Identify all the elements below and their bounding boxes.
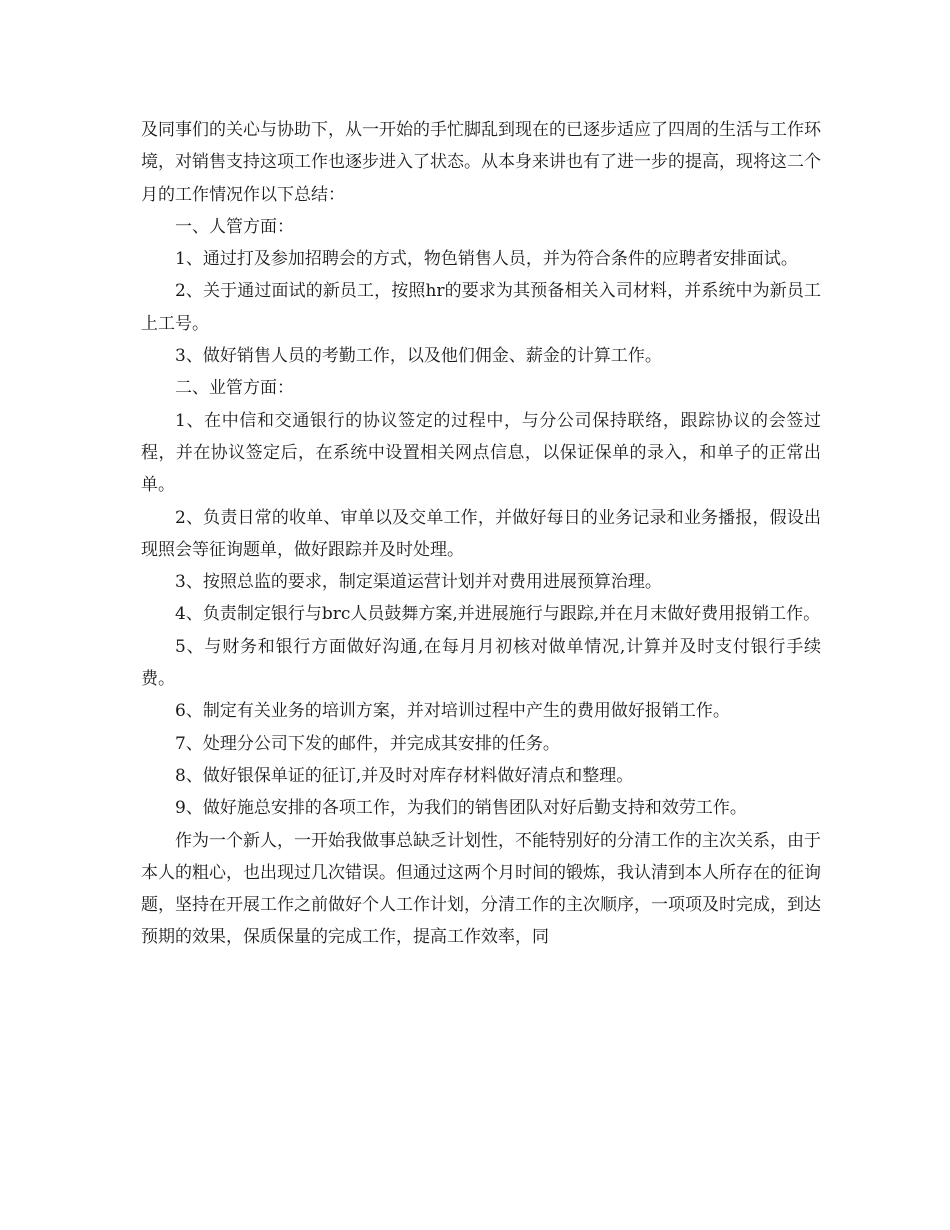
list-item: 7、处理分公司下发的邮件，并完成其安排的任务。: [175, 733, 560, 754]
document-body: [141, 114, 821, 954]
list-item: 1、在中信和交通银行的协议签定的过程中，与分公司保持联络，跟踪协议的会签过程，并在协议签定后，在系统中设置相关网点信息，以保证保单的录入，和单子的正常出单。: [141, 410, 821, 496]
intro-paragraph: 及同事们的关心与协助下，从一开始的手忙脚乱到现在的已逐步适应了四周的生活与工作环境，对销售支持这项工作也逐步进入了状态。从本身来讲也有了进一步的提高，现将这二个月的工作情况作以下总结：: [141, 120, 821, 205]
list-item: 1、通过打及参加招聘会的方式，物色销售人员，并为符合条件的应聘者安排面试。: [175, 249, 798, 270]
list-item: 5、与财务和银行方面做好沟通,在每月月初核对做单情况,计算并及时支付银行手续费。: [141, 636, 821, 690]
list-item: 6、制定有关业务的培训方案，并对培训过程中产生的费用做好报销工作。: [175, 701, 730, 722]
section-heading-business: 二、业管方面：: [175, 378, 294, 399]
list-item: 4、负责制定银行与brc人员鼓舞方案,并进展施行与跟踪,并在月末做好费用报销工作。: [175, 604, 821, 625]
list-item: 3、按照总监的要求，制定渠道运营计划并对费用进展预算治理。: [175, 572, 662, 593]
list-item: 8、做好银保单证的征订,并及时对库存材料做好清点和整理。: [175, 765, 634, 786]
list-item: 2、负责日常的收单、审单以及交单工作，并做好每日的业务记录和业务播报，假设出现照会等征询题单，做好跟踪并及时处理。: [141, 507, 821, 560]
list-item: 3、做好销售人员的考勤工作，以及他们佣金、薪金的计算工作。: [175, 346, 662, 367]
section-heading-personnel: 一、人管方面：: [175, 216, 294, 237]
summary-paragraph: 作为一个新人，一开始我做事总缺乏计划性，不能特别好的分清工作的主次关系，由于本人的粗心，也出现过几次错误。但通过这两个月时间的锻炼，我认清到本人所存在的征询题，坚持在开展工作之前做好个人工作计划，分清工作的主次顺序，一项项及时完成，到达预期的效果，保质保量的完成工作，提高工作效率，同: [141, 830, 821, 948]
list-item: 2、关于通过面试的新员工，按照hr的要求为其预备相关入司材料，并系统中为新员工上工号。: [141, 281, 821, 334]
list-item: 9、做好施总安排的各项工作，为我们的销售团队对好后勤支持和效劳工作。: [175, 798, 747, 819]
